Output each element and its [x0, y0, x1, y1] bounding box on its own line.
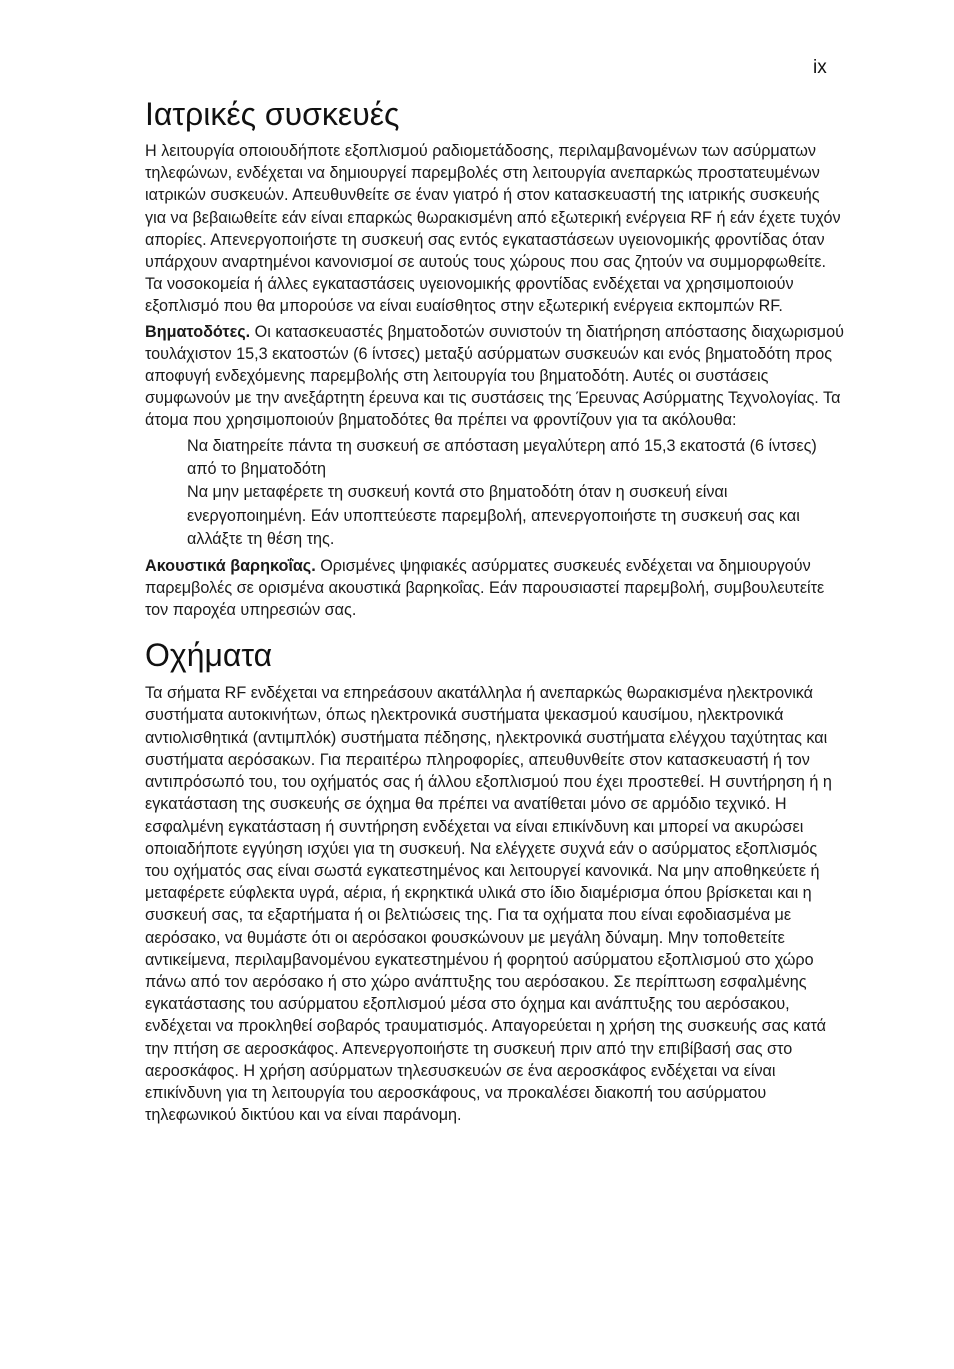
- vehicles-paragraph: Τα σήματα RF ενδέχεται να επηρεάσουν ακατάλληλα ή ανεπαρκώς θωρακισμένα ηλεκτρονικά συστήματα αυτοκινήτων, όπως ηλεκτρονικά συστήματα ψεκασμού καυσίμου, ηλεκτρονικά αντιολισθητικά (αντιμπλόκ) συστήματα πέδησης, ηλεκτρονικά συστήματα ελέγχου ταχύτητας και συστήματα αερόσακων. Για περαιτέρω πληροφορίες, απευθυνθείτε στον κατασκευαστή ή τον αντιπρόσωπό του, του οχήματός σας ή άλλου εξοπλισμού που έχει προστεθεί. Η συντήρηση ή η εγκατάσταση της συσκευής σε όχημα θα πρέπει να ανατίθεται μόνο σε αρμόδιο τεχνικό. Η εσφαλμένη εγκατάσταση ή συντήρηση ενδέχεται να είναι επικίνδυνη και μπορεί να ακυρώσει οποιαδήποτε εγγύηση ισχύει για τη συσκευή. Να ελέγχετε συχνά εάν ο ασύρματος εξοπλισμός του οχήματός σας είναι σωστά εγκατεστημένος και λειτουργεί κανονικά. Να μην αποθηκεύετε ή μεταφέρετε εύφλεκτα υγρά, αέρια, ή εκρηκτικά υλικά στο ίδιο διαμέρισμα όπου βρίσκεται και η συσκευή σας, τα εξαρτήματα ή οι βελτιώσεις της. Για τα οχήματα που είναι εφοδιασμένα με αερόσακο, να θυμάστε ότι οι αερόσακοι φουσκώνουν με μεγάλη δύναμη. Μην τοποθετείτε αντικείμενα, περιλαμβανομένου εγκατεστημένου ή φορητού ασύρματου εξοπλισμού στο χώρο πάνω από τον αερόσακο ή στο χώρο ανάπτυξης του αερόσακου. Σε περίπτωση εσφαλμένης εγκατάστασης του ασύρματου εξοπλισμού μέσα στο όχημα και ανάπτυξης του αερόσακου, ενδέχεται να προκληθεί σοβαρός τραυματισμός. Απαγορεύεται η χρήση της συσκευής σας κατά την πτήση σε αεροσκάφος. Απενεργοποιήστε τη συσκευή πριν από την επιβίβασή σας στο αεροσκάφος. Η χρήση ασύρματων τηλεσυσκευών σε ένα αεροσκάφος ενδέχεται να είναι επικίνδυνη για τη λειτουργία του αεροσκάφους, να προκαλέσει διακοπή του ασύρματου τηλεφωνικού δικτύου και να είναι παράνομη.: [145, 684, 832, 1125]
- medical-devices-paragraph: Η λειτουργία οποιουδήποτε εξοπλισμού ραδιομετάδοσης, περιλαμβανομένων των ασύρματων τηλεφώνων, ενδέχεται να δημιουργεί παρεμβολές στη λειτουργία ανεπαρκώς προστατευμένων ιατρικών συσκευών. Απευθυνθείτε σε έναν γιατρό ή στον κατασκευαστή της ιατρικής συσκευής για να βεβαιωθείτε εάν είναι επαρκώς θωρακισμένη από εξωτερική ενέργεια RF ή εάν έχετε τυχόν απορίες. Απενεργοποιήστε τη συσκευή σας εντός εγκαταστάσεων υγειονομικής φροντίδας όταν υπάρχουν αναρτημένοι κανονισμοί σε αυτούς τους χώρους που σας ζητούν να συμμορφωθείτε. Τα νοσοκομεία ή άλλες εγκαταστάσεις υγειονομικής φροντίδας ενδέχεται να χρησιμοποιούν εξοπλισμό που θα μπορούσε να είναι ευαίσθητος στην εξωτερική ενέργεια εκπομπών RF.: [145, 142, 841, 316]
- hearing-aids-label: Ακουστικά βαρηκοΐας.: [145, 556, 316, 575]
- pacemaker-guidelines-list: [145, 435, 845, 552]
- hearing-aids-text: Ορισμένες ψηφιακές ασύρματες συσκευές ενδέχεται να δημιουργούν παρεμβολές σε ορισμένα ακουστικά βαρηκοΐας. Εάν παρουσιαστεί παρεμβολή, συμβουλευτείτε τον παροχέα υπηρεσιών σας.: [145, 556, 825, 620]
- pacemakers-text: Οι κατασκευαστές βηματοδοτών συνιστούν τη διατήρηση απόστασης διαχωρισμού τουλάχιστον 15,3 εκατοστών (6 ίντσες) μεταξύ ασύρματων συσκευών και ενός βηματοδότη προς αποφυγή ενδεχόμενης παρεμβολής στη λειτουργία του βηματοδότη. Αυτές οι συστάσεις συμφωνούν με την ανεξάρτητη έρευνα και τις συστάσεις της Έρευνας Ασύρματης Τεχνολογίας. Τα άτομα που χρησιμοποιούν βηματοδότες θα πρέπει να φροντίζουν για τα ακόλουθα:: [145, 322, 844, 430]
- section-heading-medical-devices: Ιατρικές συσκευές: [145, 96, 400, 132]
- pacemakers-label: Βηματοδότες.: [145, 322, 251, 341]
- list-item: Να διατηρείτε πάντα τη συσκευή σε απόσταση μεγαλύτερη από 15,3 εκατοστά (6 ίντσες) από το βηματοδότη: [187, 436, 817, 479]
- pacemakers-paragraph: [145, 321, 845, 432]
- section-heading-vehicles: Οχήματα: [145, 637, 273, 674]
- page-number: ix: [813, 57, 827, 78]
- list-item: Να μην μεταφέρετε τη συσκευή κοντά στο βηματοδότη όταν η συσκευή είναι ενεργοποιημένη. Εάν υποπτεύεστε παρεμβολή, απενεργοποιήστε τη συσκευή σας και αλλάξτε τη θέση της.: [187, 483, 800, 549]
- hearing-aids-paragraph: [145, 555, 845, 622]
- page-content: [145, 94, 845, 1126]
